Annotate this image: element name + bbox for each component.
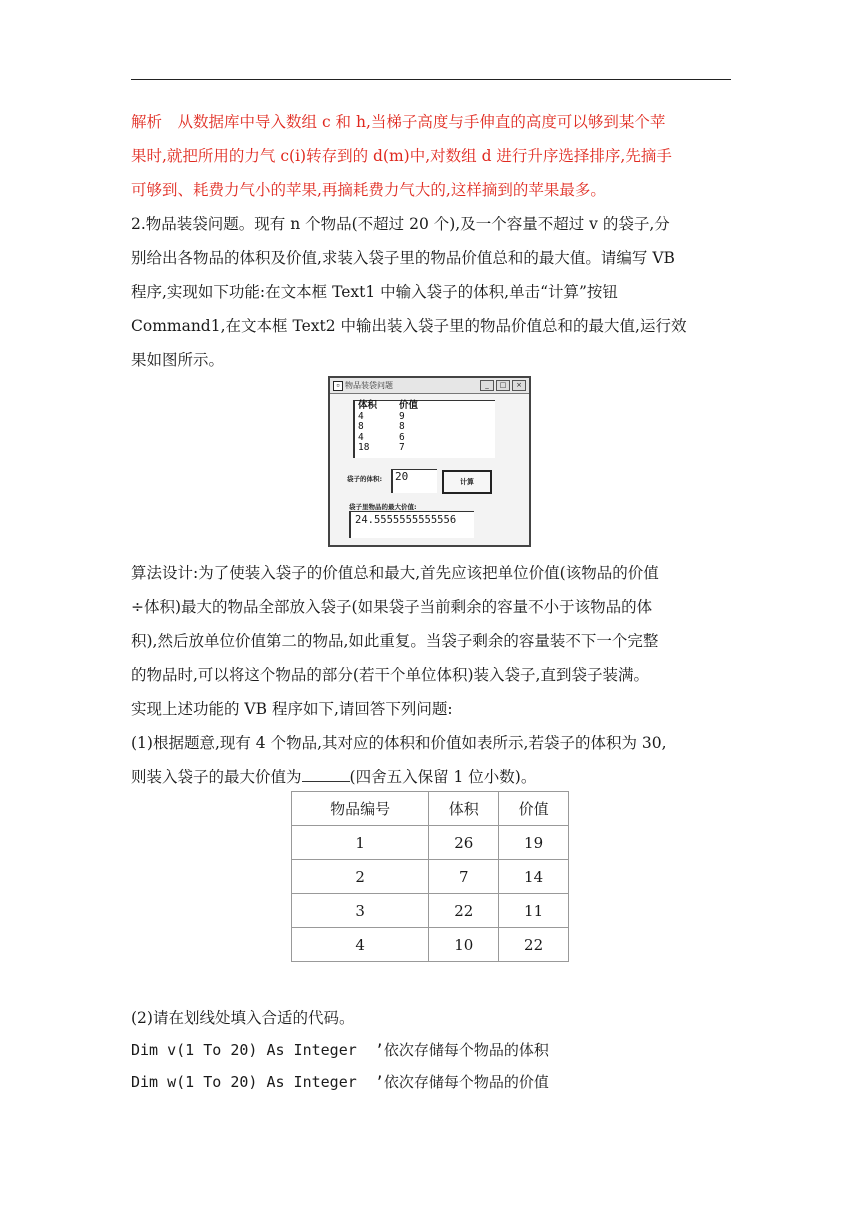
table-header-row: [292, 792, 569, 826]
close-icon[interactable]: ×: [512, 380, 526, 391]
problem-line-2: 别给出各物品的体积及价值,求装入袋子里的物品价值总和的最大值。请编写 VB: [131, 249, 675, 267]
listbox-header-value: 价值: [399, 400, 419, 411]
list-item[interactable]: [355, 422, 495, 433]
question2-line-1: (2)请在划线处填入合适的代码。: [131, 1009, 355, 1027]
cell-value: 19: [499, 826, 569, 860]
code-text-2: Dim w(1 To 20) As Integer ’: [131, 1073, 384, 1091]
algorithm-line-2: ÷体积)最大的物品全部放入袋子(如果袋子当前剩余的容量不小于该物品的体: [131, 598, 653, 616]
algorithm-line-1: 算法设计:为了使装入袋子的价值总和最大,首先应该把单位价值(该物品的价值: [131, 564, 659, 582]
answer-blank[interactable]: [302, 765, 350, 782]
window-titlebar: [330, 378, 529, 394]
list-item-value: 6: [399, 431, 405, 443]
question1-text-after: (四舍五入保留 1 位小数)。: [349, 768, 537, 786]
code-comment-1: 依次存储每个物品的体积: [383, 1041, 549, 1059]
cell-item-id: 4: [292, 928, 429, 962]
algorithm-line-3: 积),然后放单位价值第二的物品,如此重复。当袋子剩余的容量装不下一个完整: [131, 632, 659, 650]
text1-volume-input[interactable]: 20: [391, 469, 437, 493]
code-line-1: [131, 1040, 549, 1060]
header-value: 价值: [499, 792, 569, 826]
problem-line-4: Command1,在文本框 Text2 中输出装入袋子里的物品价值总和的最大值,运行效: [131, 317, 687, 335]
cell-volume: 22: [429, 894, 499, 928]
algorithm-line-5: 实现上述功能的 VB 程序如下,请回答下列问题:: [131, 700, 453, 718]
cell-value: 22: [499, 928, 569, 962]
cell-volume: 7: [429, 860, 499, 894]
analysis-line-2: 果时,就把所用的力气 c(i)转存到的 d(m)中,对数组 d 进行升序选择排序,先摘手: [131, 147, 672, 165]
problem-line-1: 2.物品装袋问题。现有 n 个物品(不超过 20 个),及一个容量不超过 v 的袋子,分: [131, 215, 670, 233]
items-listbox[interactable]: [353, 400, 495, 458]
question1-line-1: (1)根据题意,现有 4 个物品,其对应的体积和价值如表所示,若袋子的体积为 30,: [131, 734, 667, 752]
list-item-volume: 18: [358, 442, 370, 453]
listbox-header-volume: 体积: [358, 400, 378, 411]
list-item[interactable]: [355, 443, 495, 454]
table-row: [292, 928, 569, 962]
window-app-icon: ▫: [333, 381, 343, 391]
table-row: [292, 826, 569, 860]
window-title: 物品装袋问题: [345, 381, 393, 390]
table-row: [292, 894, 569, 928]
maximize-icon[interactable]: □: [496, 380, 510, 391]
cell-item-id: 1: [292, 826, 429, 860]
text2-result-output[interactable]: 24.5555555555556: [349, 511, 474, 538]
cell-volume: 26: [429, 826, 499, 860]
list-item[interactable]: [355, 412, 495, 423]
window-controls: [480, 380, 526, 391]
table-row: [292, 860, 569, 894]
vb-form-screenshot: [328, 376, 531, 547]
header-item-id: 物品编号: [292, 792, 429, 826]
listbox-header: [355, 401, 495, 412]
analysis-label: 解析: [131, 113, 163, 131]
question1-text-before: 则装入袋子的最大价值为: [131, 768, 302, 786]
header-volume: 体积: [429, 792, 499, 826]
items-table: [291, 791, 569, 962]
list-item-value: 8: [399, 421, 405, 432]
cell-item-id: 2: [292, 860, 429, 894]
code-comment-2: 依次存储每个物品的价值: [383, 1073, 549, 1091]
list-item-volume: 8: [358, 421, 364, 432]
command1-calculate-button[interactable]: 计算: [442, 470, 492, 494]
cell-value: 11: [499, 894, 569, 928]
code-text-1: Dim v(1 To 20) As Integer ’: [131, 1041, 384, 1059]
analysis-text-1: 从数据库中导入数组 c 和 h,当梯子高度与手伸直的高度可以够到某个苹: [162, 113, 666, 131]
header-rule: [131, 79, 731, 80]
problem-line-3: 程序,实现如下功能:在文本框 Text1 中输入袋子的体积,单击“计算”按钮: [131, 283, 618, 301]
algorithm-line-4: 的物品时,可以将这个物品的部分(若干个单位体积)装入袋子,直到袋子装满。: [131, 666, 649, 684]
list-item-volume: 4: [358, 431, 364, 443]
minimize-icon[interactable]: _: [480, 380, 494, 391]
cell-item-id: 3: [292, 894, 429, 928]
question1-line-2: [131, 763, 733, 792]
cell-volume: 10: [429, 928, 499, 962]
problem-line-5: 果如图所示。: [131, 351, 225, 369]
list-item[interactable]: [355, 433, 495, 444]
analysis-line-3: 可够到、耗费力气小的苹果,再摘耗费力气大的,这样摘到的苹果最多。: [131, 181, 606, 199]
volume-label: 袋子的体积:: [347, 475, 383, 483]
result-label: 袋子里物品的最大价值:: [349, 503, 417, 511]
cell-value: 14: [499, 860, 569, 894]
list-item-volume: 4: [358, 410, 364, 422]
code-line-2: [131, 1072, 549, 1092]
list-item-value: 9: [399, 410, 405, 422]
list-item-value: 7: [399, 442, 405, 453]
analysis-line-1: [131, 108, 733, 137]
